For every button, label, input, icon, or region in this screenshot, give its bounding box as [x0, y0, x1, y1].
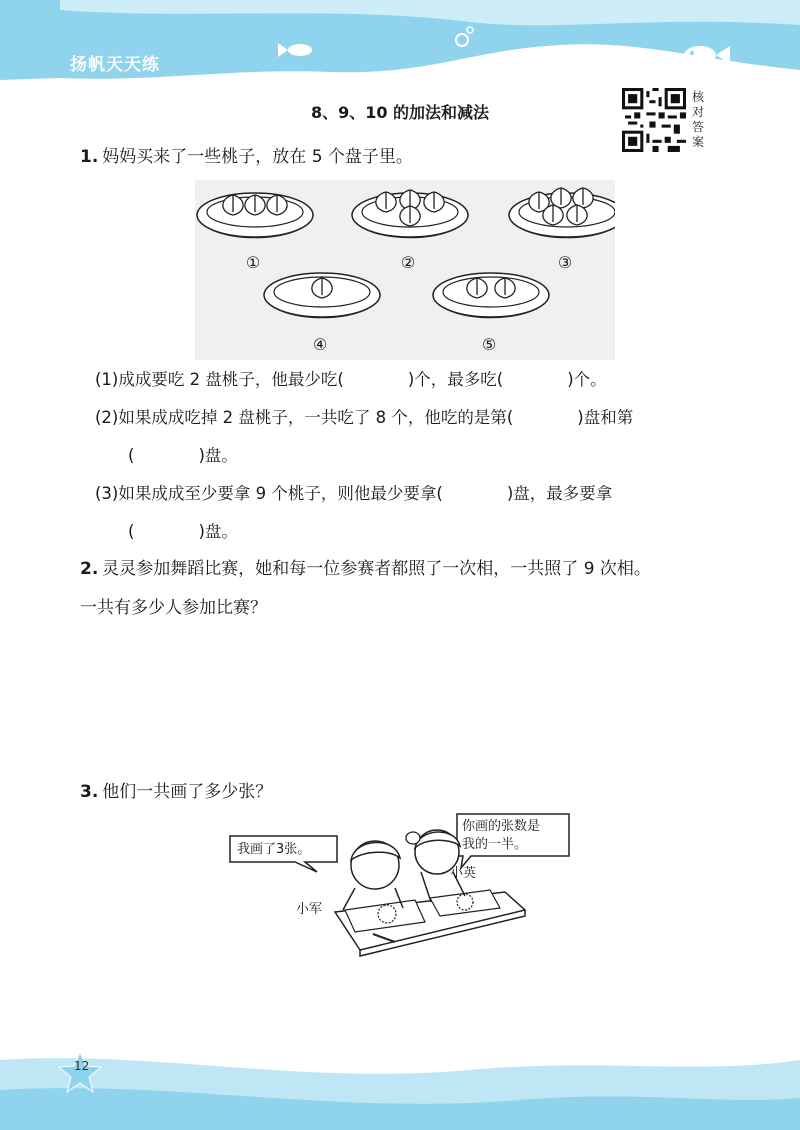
header-wave-band — [0, 0, 800, 90]
peach-icon — [424, 192, 444, 212]
peach-icon — [495, 278, 515, 298]
peach-icon — [543, 205, 563, 225]
plate-label: ④ — [312, 335, 328, 354]
qr-caption: 核 对 答 案 — [692, 90, 705, 149]
question-1-part-3: (3)如果成成至少要拿 9 个桃子，则他最少要拿( )盘，最多要拿 — [95, 484, 613, 503]
peach-icon — [223, 195, 243, 215]
plate — [264, 273, 380, 318]
question-1-part-3-cont: ( )盘。 — [128, 522, 238, 541]
peach-icon — [400, 206, 420, 226]
name-label-girl: 小英 — [450, 866, 477, 881]
peach-icon — [312, 278, 332, 298]
speech-bubble-right-line-2: 我的一半。 — [462, 837, 528, 852]
question-1-part-2-cont: ( )盘。 — [128, 446, 238, 465]
plate — [197, 193, 313, 238]
question-1-stem: 1. 妈妈买来了一些桃子，放在 5 个盘子里。 — [80, 147, 413, 167]
peach-icon — [467, 278, 487, 298]
qr-code-icon[interactable] — [622, 88, 686, 152]
plate-label: ① — [245, 253, 261, 272]
question-2-line-1: 2. 灵灵参加舞蹈比赛，她和每一位参赛者都照了一次相，一共照了 9 次相。 — [80, 559, 651, 579]
page-title: 8、9、10 的加法和减法 — [310, 103, 490, 122]
question-1-part-1: (1)成成要吃 2 盘桃子，他最少吃( )个，最多吃( )个。 — [95, 370, 607, 389]
footer-wave-band — [0, 1030, 800, 1130]
peach-icon — [567, 205, 587, 225]
question-2-line-2: 一共有多少人参加比赛？ — [80, 598, 267, 618]
page-number: 12 — [74, 1059, 90, 1073]
peach-icon — [245, 195, 265, 215]
answer-area[interactable] — [80, 630, 720, 770]
plate-label: ③ — [557, 253, 573, 272]
plate — [433, 273, 549, 318]
speech-bubble-right-line-1: 你画的张数是 — [462, 819, 541, 834]
speech-bubble-left: 我画了3张。 — [237, 842, 311, 857]
plate-label: ⑤ — [481, 335, 497, 354]
brand-logo-text: 扬帆天天练 — [70, 55, 160, 75]
question-1-part-2: (2)如果成成吃掉 2 盘桃子，一共吃了 8 个，他吃的是第( )盘和第 — [95, 408, 634, 427]
peach-icon — [267, 195, 287, 215]
question-3-stem: 3. 他们一共画了多少张？ — [80, 782, 273, 802]
peach-icon — [376, 192, 396, 212]
plate-label: ② — [400, 253, 416, 272]
name-label-boy: 小军 — [296, 902, 323, 917]
